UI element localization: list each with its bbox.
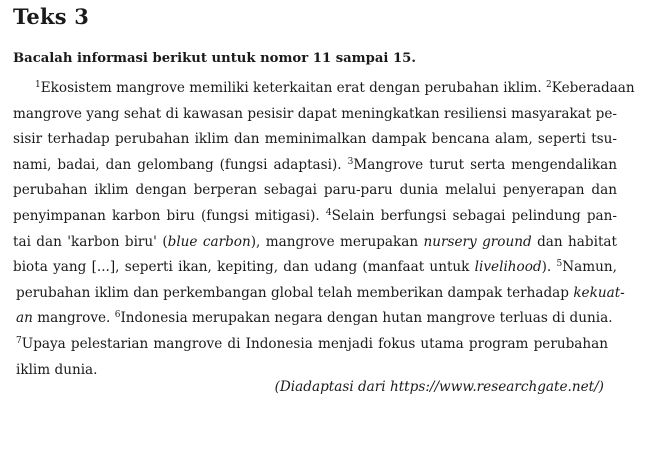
sentence-text: penyimpanan karbon biru (fungsi mitigasi).: [13, 207, 326, 224]
italic-term: nursery ground: [423, 233, 532, 250]
sentence-text: Indonesia merupakan negara dengan hutan mangrove terluas di dunia.: [120, 310, 613, 327]
sentence-text: Selain berfungsi sebagai pelindung pan-: [331, 207, 617, 224]
passage-line-5: perubahan iklim dengan berperan sebagai paru-paru dunia melalui penyerapan dan: [13, 182, 617, 199]
italic-term: an: [16, 310, 33, 327]
sentence-text: tai dan 'karbon biru' (: [13, 233, 168, 250]
passage-line-8: [13, 255, 617, 281]
source-citation: (Diadaptasi dari https://www.researchgate.net/): [274, 379, 604, 395]
sentence-text: Namun,: [562, 259, 617, 276]
sentence-number: 2: [546, 80, 552, 90]
sentence-text: Upaya pelestarian mangrove di Indonesia menjadi fokus utama program perubahan: [21, 335, 608, 352]
text-heading: Teks 3: [13, 4, 90, 29]
sentence-text: perubahan iklim dan perkembangan global telah memberikan dampak terhadap: [16, 284, 574, 301]
passage-line-9: [13, 281, 625, 307]
sentence-text: ), mangrove merupakan: [250, 233, 424, 250]
sentence-number: 1: [35, 80, 41, 90]
passage-line-4: [13, 153, 617, 179]
sentence-text: dan habitat: [531, 233, 617, 250]
passage-line-3: sisir terhadap perubahan iklim dan meminimalkan dampak bencana alam, seperti tsu-: [13, 131, 617, 148]
sentence-text: Mangrove turut serta mengendalikan: [353, 156, 617, 173]
passage-line-1: [13, 76, 635, 102]
passage-line-12: iklim dunia.: [16, 361, 98, 378]
sentence-text: mangrove.: [32, 310, 115, 327]
sentence-number: 5: [556, 259, 563, 270]
sentence-text: ).: [541, 259, 557, 276]
sentence-text: Keberadaan: [551, 80, 635, 96]
passage-line-6: [13, 204, 617, 230]
italic-term: blue carbon: [167, 233, 251, 250]
italic-term: livelihood: [474, 259, 542, 276]
italic-term: kekuat-: [573, 284, 625, 301]
sentence-number: 6: [114, 310, 121, 321]
sentence-number: 4: [325, 207, 332, 218]
sentence-text: biota yang [...], seperti ikan, kepiting, dan udang (manfaat untuk: [13, 259, 475, 276]
reading-instruction: Bacalah informasi berikut untuk nomor 11 sampai 15.: [13, 51, 416, 66]
passage-line-2: mangrove yang sehat di kawasan pesisir dapat meningkatkan resiliensi masyarakat pe-: [13, 105, 617, 122]
passage-line-7: [13, 230, 617, 256]
sentence-number: 3: [347, 156, 354, 167]
sentence-number: 7: [16, 335, 22, 346]
passage: [13, 76, 635, 383]
passage-line-10: [13, 306, 617, 332]
sentence-text: nami, badai, dan gelombang (fungsi adaptasi).: [13, 156, 348, 173]
sentence-text: Ekosistem mangrove memiliki keterkaitan erat dengan perubahan iklim.: [40, 80, 547, 96]
passage-line-11: [13, 332, 608, 358]
